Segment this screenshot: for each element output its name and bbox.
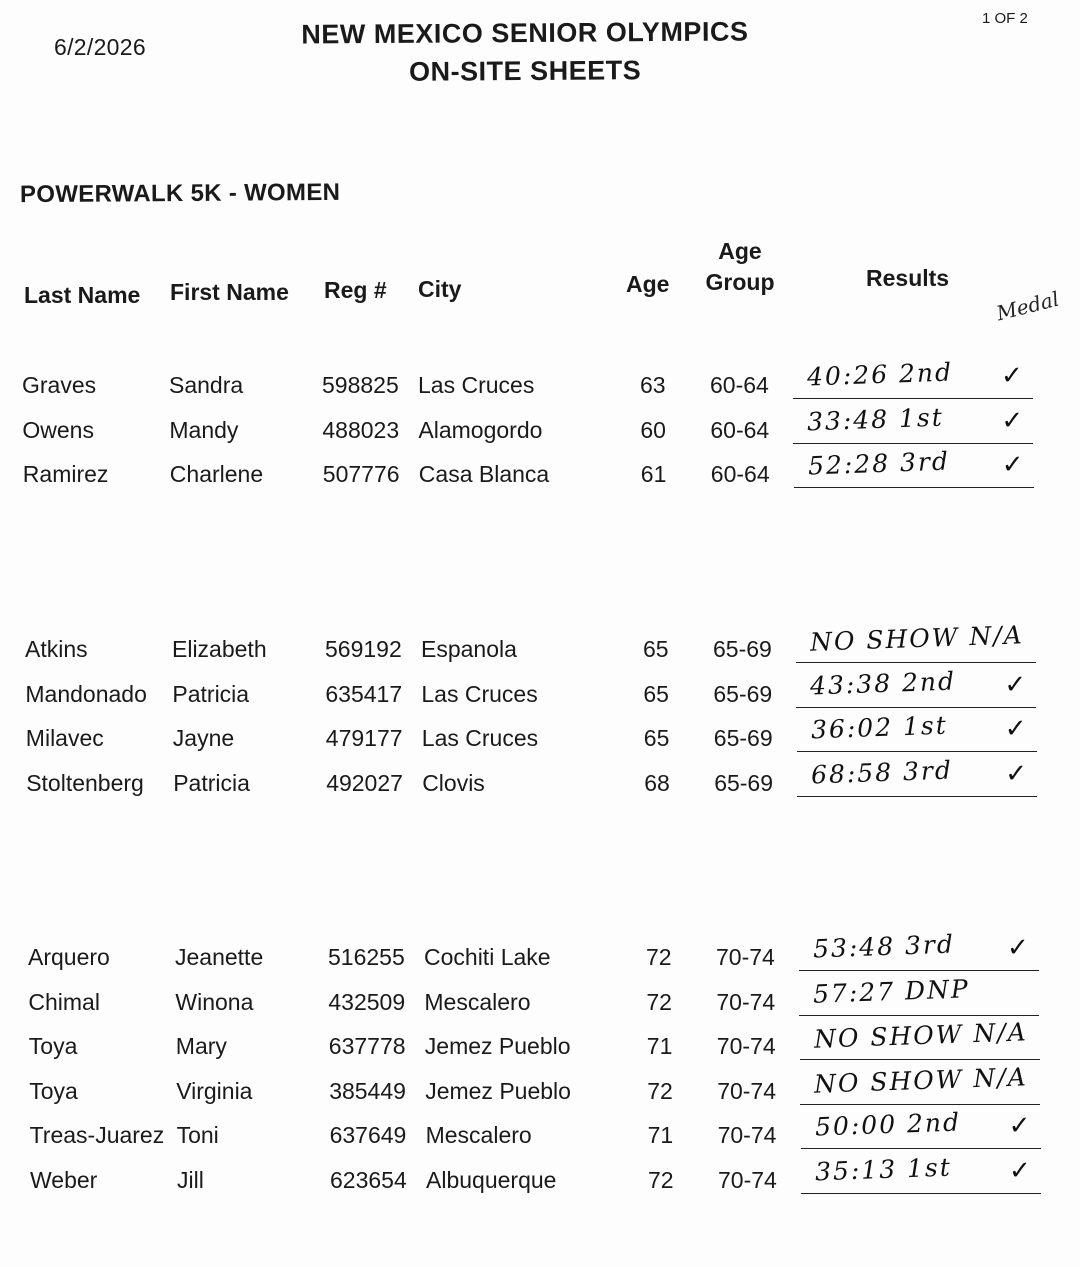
cell-first: Sandra: [169, 372, 244, 398]
cell-first: Mary: [175, 1033, 227, 1059]
cell-reg: 569192: [325, 636, 402, 662]
cell-last: Toya: [29, 1077, 78, 1104]
cell-city: Albuquerque: [426, 1166, 557, 1193]
cell-last: Arquero: [28, 944, 110, 970]
cell-reg: 432509: [328, 988, 406, 1015]
cell-reg: 507776: [322, 461, 400, 487]
header-age-group-line-2: Group: [705, 269, 775, 295]
cell-group: 65-69: [713, 636, 772, 662]
handwritten-result: 53:48 3rd: [812, 929, 956, 964]
result-underline: [801, 1148, 1041, 1149]
cell-group: 65-69: [714, 769, 774, 796]
handwritten-result: 52:28 3rd: [807, 446, 951, 481]
cell-last: Chimal: [28, 988, 100, 1015]
header-city: City: [418, 276, 462, 302]
cell-city: Casa Blanca: [418, 461, 550, 487]
cell-last: Stoltenberg: [26, 769, 144, 796]
cell-reg: 637649: [329, 1122, 407, 1148]
header-age-group-line-1: Age: [718, 238, 762, 264]
medal-note-handwritten: Medal: [994, 286, 1062, 326]
cell-first: Elizabeth: [172, 636, 267, 662]
handwritten-result: 43:38 2nd: [809, 665, 957, 701]
handwritten-result: 36:02 1st: [810, 710, 949, 745]
cell-city: Espanola: [421, 636, 517, 662]
medal-check-mark: ✓: [1004, 668, 1027, 699]
header-age: Age: [626, 271, 670, 297]
header-first-name: First Name: [170, 279, 289, 305]
cell-first: Virginia: [176, 1077, 253, 1104]
cell-age: 72: [646, 988, 672, 1015]
result-underline: [794, 487, 1034, 488]
result-underline: [797, 796, 1037, 797]
cell-first: Charlene: [169, 461, 264, 487]
cell-group: 60-64: [710, 372, 769, 398]
handwritten-result: 35:13 1st: [814, 1152, 953, 1186]
cell-age: 65: [643, 725, 670, 751]
cell-age: 72: [648, 1166, 674, 1193]
result-underline: [799, 1015, 1039, 1016]
medal-check-mark: ✓: [1004, 713, 1027, 743]
table-row: [0, 446, 1080, 501]
cell-last: Treas-Juarez: [29, 1122, 165, 1148]
cell-first: Jayne: [172, 725, 235, 751]
cell-city: Las Cruces: [418, 372, 535, 398]
handwritten-result: 57:27 DNP: [812, 973, 971, 1009]
cell-first: Mandy: [169, 416, 239, 443]
cell-city: Las Cruces: [421, 680, 538, 707]
title-line-2: ON-SITE SHEETS: [409, 55, 642, 87]
header-results: Results: [866, 265, 950, 291]
cell-group: 70-74: [716, 988, 776, 1015]
cell-city: Jemez Pueblo: [424, 1033, 571, 1059]
result-underline: [801, 1193, 1041, 1194]
header-reg-number: Reg #: [324, 277, 387, 303]
result-underline: [796, 662, 1036, 663]
result-underline: [799, 970, 1039, 971]
cell-first: Jill: [177, 1166, 204, 1193]
cell-group: 70-74: [717, 1077, 777, 1104]
cell-last: Toya: [28, 1033, 78, 1059]
medal-check-mark: ✓: [1001, 449, 1024, 479]
medal-check-mark: ✓: [1001, 360, 1023, 390]
cell-last: Graves: [22, 372, 97, 398]
cell-city: Mescalero: [425, 1122, 532, 1148]
cell-reg: 488023: [322, 416, 400, 443]
result-underline: [793, 443, 1033, 444]
handwritten-result: 68:58 3rd: [810, 755, 954, 789]
sheet-title: [250, 12, 801, 92]
cell-group: 65-69: [713, 725, 773, 751]
result-underline: [800, 1104, 1040, 1105]
header-age-group: [700, 236, 780, 298]
cell-age: 68: [644, 769, 670, 796]
cell-city: Mescalero: [424, 988, 531, 1015]
cell-reg: 479177: [325, 725, 403, 751]
cell-age: 65: [643, 680, 669, 707]
cell-city: Las Cruces: [421, 725, 539, 751]
cell-group: 70-74: [718, 1166, 777, 1193]
cell-first: Jeanette: [175, 944, 264, 970]
cell-reg: 492027: [326, 769, 403, 796]
cell-first: Winona: [175, 988, 254, 1015]
cell-age: 61: [640, 461, 667, 487]
handwritten-result: NO SHOW N/A: [813, 1017, 1028, 1054]
cell-age: 63: [640, 372, 666, 398]
cell-city: Cochiti Lake: [424, 944, 551, 970]
cell-group: 70-74: [716, 1033, 776, 1059]
cell-reg: 637778: [328, 1033, 406, 1059]
cell-age: 71: [646, 1033, 673, 1059]
cell-last: Milavec: [25, 725, 104, 751]
cell-age: 71: [647, 1122, 674, 1148]
cell-age: 72: [646, 944, 672, 970]
handwritten-result: 40:26 2nd: [806, 357, 954, 392]
page-number: 1 OF 2: [982, 10, 1028, 27]
cell-last: Weber: [30, 1166, 98, 1193]
cell-age: 72: [647, 1077, 673, 1104]
cell-last: Atkins: [25, 636, 88, 662]
handwritten-result: NO SHOW N/A: [813, 1061, 1029, 1099]
medal-check-mark: ✓: [1001, 404, 1024, 435]
medal-check-mark: ✓: [1007, 932, 1029, 962]
cell-first: Patricia: [173, 769, 250, 796]
cell-city: Clovis: [422, 769, 485, 796]
sheet-date: 6/2/2026: [54, 34, 146, 60]
handwritten-result: 50:00 2nd: [814, 1107, 962, 1142]
medal-check-mark: ✓: [1009, 1154, 1031, 1185]
cell-group: 60-64: [710, 416, 770, 443]
cell-reg: 623654: [330, 1166, 407, 1193]
cell-reg: 635417: [325, 680, 403, 707]
cell-first: Patricia: [172, 680, 250, 707]
medal-check-mark: ✓: [1008, 1110, 1031, 1140]
cell-age: 60: [640, 416, 666, 443]
result-underline: [797, 751, 1037, 752]
cell-reg: 385449: [329, 1077, 406, 1104]
cell-reg: 516255: [328, 944, 405, 970]
cell-last: Mandonado: [25, 680, 147, 707]
result-underline: [800, 1059, 1040, 1060]
table-row: [0, 1152, 1080, 1207]
cell-first: Toni: [176, 1122, 219, 1148]
result-underline: [793, 398, 1033, 399]
cell-group: 70-74: [717, 1122, 777, 1148]
handwritten-result: NO SHOW N/A: [809, 620, 1025, 657]
cell-group: 65-69: [713, 680, 773, 707]
header-last-name: Last Name: [24, 282, 141, 308]
event-title: POWERWALK 5K - WOMEN: [19, 178, 341, 209]
handwritten-result: 33:48 1st: [806, 402, 945, 436]
result-underline: [796, 707, 1036, 708]
title-line-1: NEW MEXICO SENIOR OLYMPICS: [301, 16, 749, 50]
cell-last: Owens: [22, 416, 94, 443]
cell-reg: 598825: [322, 372, 399, 398]
cell-city: Jemez Pueblo: [425, 1077, 571, 1104]
medal-check-mark: ✓: [1005, 757, 1027, 788]
cell-last: Ramirez: [22, 461, 109, 487]
table-row: [0, 755, 1080, 810]
cell-group: 60-64: [710, 461, 770, 487]
cell-age: 65: [643, 636, 669, 662]
cell-group: 70-74: [716, 944, 775, 970]
cell-city: Alamogordo: [418, 416, 543, 443]
